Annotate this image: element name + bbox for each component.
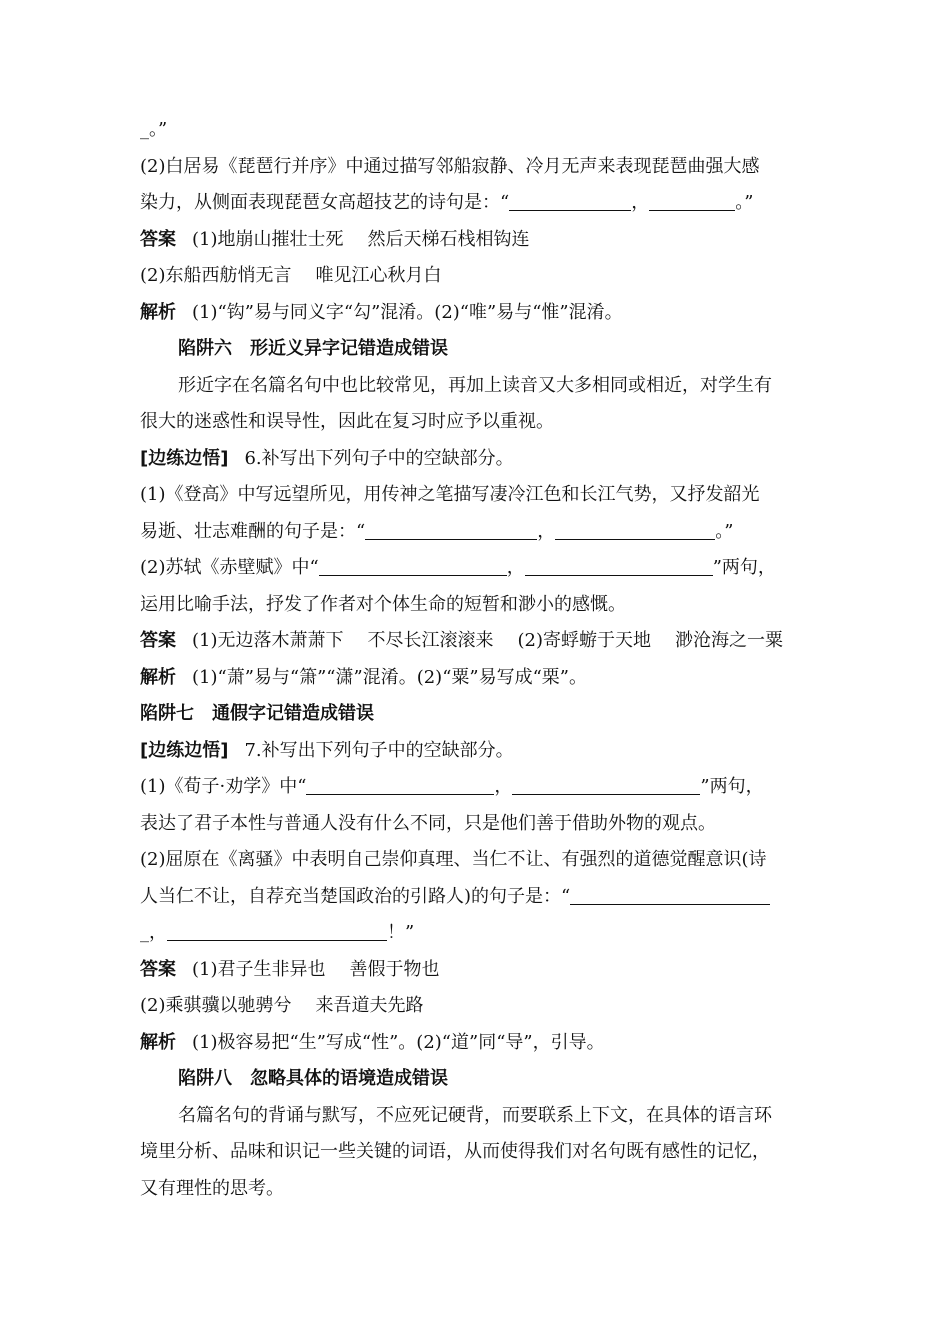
explanation-label: 解析	[140, 301, 176, 323]
answer-blank[interactable]	[306, 778, 494, 795]
text: ！”	[387, 922, 415, 943]
text: (2)乘骐骥以驰骋兮	[140, 995, 292, 1016]
text: 唯见江心秋月白	[315, 265, 442, 286]
text: 很大的迷惑性和误导性，因此在复习时应予以重视。	[140, 411, 554, 432]
text: 来吾道夫先路	[315, 995, 424, 1016]
text: (1)极容易把“生”写成“性”。(2)“道”同“导”，引导。	[192, 1031, 605, 1053]
answer-line	[140, 623, 820, 660]
explanation-label: 解析	[140, 1031, 176, 1053]
paragraph-line	[140, 1171, 820, 1208]
text: 。”	[735, 192, 754, 213]
text: 6.补写出下列句子中的空缺部分。	[244, 447, 514, 469]
text: ，	[631, 192, 650, 213]
section-heading	[140, 1061, 820, 1098]
answer-label: 答案	[140, 630, 176, 651]
text: 染力，从侧面表现琵琶女高超技艺的诗句是：“	[140, 192, 510, 213]
question-line	[140, 514, 820, 551]
text: ，	[494, 776, 513, 797]
text: (1)君子生非异也	[192, 958, 326, 980]
section-heading	[140, 331, 820, 368]
question-line	[140, 477, 820, 514]
answer-label: 答案	[140, 958, 176, 980]
heading-text: 陷阱七 通假字记错造成错误	[140, 703, 374, 724]
answer-blank[interactable]	[167, 924, 387, 941]
paragraph-line	[140, 1134, 820, 1171]
text: (2)苏轼《赤壁赋》中“	[140, 557, 319, 578]
practice-label: [边练边悟]	[140, 739, 229, 761]
text: _。”	[140, 119, 168, 140]
practice-line	[140, 733, 820, 770]
text: ”两句，	[700, 776, 764, 797]
paragraph-line	[140, 368, 820, 405]
text: 不尽长江滚滚来	[367, 630, 494, 651]
question-line	[140, 587, 820, 624]
answer-blank[interactable]	[365, 523, 537, 540]
text: (1)无边落木萧萧下	[192, 630, 344, 651]
explanation-line	[140, 660, 820, 697]
text: 形近字在名篇名句中也比较常见，再加上读音又大多相同或相近，对学生有	[178, 374, 772, 396]
text: 又有理性的思考。	[140, 1177, 284, 1199]
text: 境里分析、品味和识记一些关键的词语，从而使得我们对名句既有感性的记忆，	[140, 1141, 770, 1162]
answer-label: 答案	[140, 228, 176, 250]
paragraph-line	[140, 404, 820, 441]
practice-line	[140, 441, 820, 478]
answer-blank[interactable]	[525, 559, 713, 576]
answer-blank[interactable]	[649, 194, 735, 211]
answer-blank[interactable]	[570, 888, 770, 905]
text: 名篇名句的背诵与默写，不应死记硬背，而要联系上下文，在具体的语言环	[178, 1104, 772, 1126]
text: (2)屈原在《离骚》中表明自己崇仰真理、当仁不让、有强烈的道德觉醒意识(诗	[140, 849, 767, 870]
question-line	[140, 149, 820, 186]
text: 。”	[715, 520, 734, 542]
text: (1)《登高》中写远望所见，用传神之笔描写凄冷江色和长江气势，又抒发韶光	[140, 484, 760, 505]
practice-label: [边练边悟]	[140, 447, 229, 469]
text: ”两句，	[712, 557, 776, 578]
question-line	[140, 769, 820, 806]
document-page	[140, 112, 820, 1207]
text: 易逝、壮志难酬的句子是：“	[140, 520, 366, 542]
question-line	[140, 879, 820, 916]
heading-text: 陷阱八 忽略具体的语境造成错误	[178, 1068, 448, 1089]
text: 然后天梯石栈相钩连	[367, 228, 530, 250]
answer-line	[140, 988, 820, 1025]
text: (1)“萧”易与“箫”“潇”混淆。(2)“粟”易写成“栗”。	[192, 666, 588, 688]
text: (1)地崩山摧壮士死	[192, 228, 344, 250]
text: 运用比喻手法，抒发了作者对个体生命的短暂和渺小的感慨。	[140, 593, 626, 615]
answer-blank[interactable]	[555, 523, 715, 540]
paragraph-line	[140, 1098, 820, 1135]
question-line	[140, 185, 820, 222]
section-heading	[140, 696, 820, 733]
heading-text: 陷阱六 形近义异字记错造成错误	[178, 338, 448, 359]
text: 善假于物也	[349, 958, 440, 980]
text: 人当仁不让，自荐充当楚国政治的引路人)的句子是：“	[140, 885, 571, 907]
question-line	[140, 806, 820, 843]
text: (1)“钩”易与同义字“勾”混淆。(2)“唯”易与“惟”混淆。	[192, 301, 623, 323]
text: ，	[537, 520, 556, 542]
text-line	[140, 112, 820, 149]
text: 7.补写出下列句子中的空缺部分。	[244, 739, 514, 761]
text: 表达了君子本性与普通人没有什么不同，只是他们善于借助外物的观点。	[140, 812, 716, 834]
answer-line	[140, 222, 820, 259]
text: _，	[140, 922, 167, 943]
text: (2)东船西舫悄无言	[140, 265, 292, 286]
explanation-line	[140, 295, 820, 332]
answer-blank[interactable]	[509, 194, 631, 211]
question-line	[140, 915, 820, 952]
answer-blank[interactable]	[319, 559, 507, 576]
text: 渺沧海之一粟	[675, 630, 783, 651]
text: ，	[506, 557, 525, 578]
explanation-line	[140, 1025, 820, 1062]
explanation-label: 解析	[140, 666, 176, 688]
text: (2)寄蜉蝣于天地	[517, 630, 651, 651]
text: (2)白居易《琵琶行并序》中通过描写邻船寂静、冷月无声来表现琵琶曲强大感	[140, 155, 760, 177]
question-line	[140, 550, 820, 587]
answer-blank[interactable]	[512, 778, 700, 795]
answer-line	[140, 258, 820, 295]
question-line	[140, 842, 820, 879]
answer-line	[140, 952, 820, 989]
text: (1)《荀子·劝学》中“	[140, 776, 307, 797]
